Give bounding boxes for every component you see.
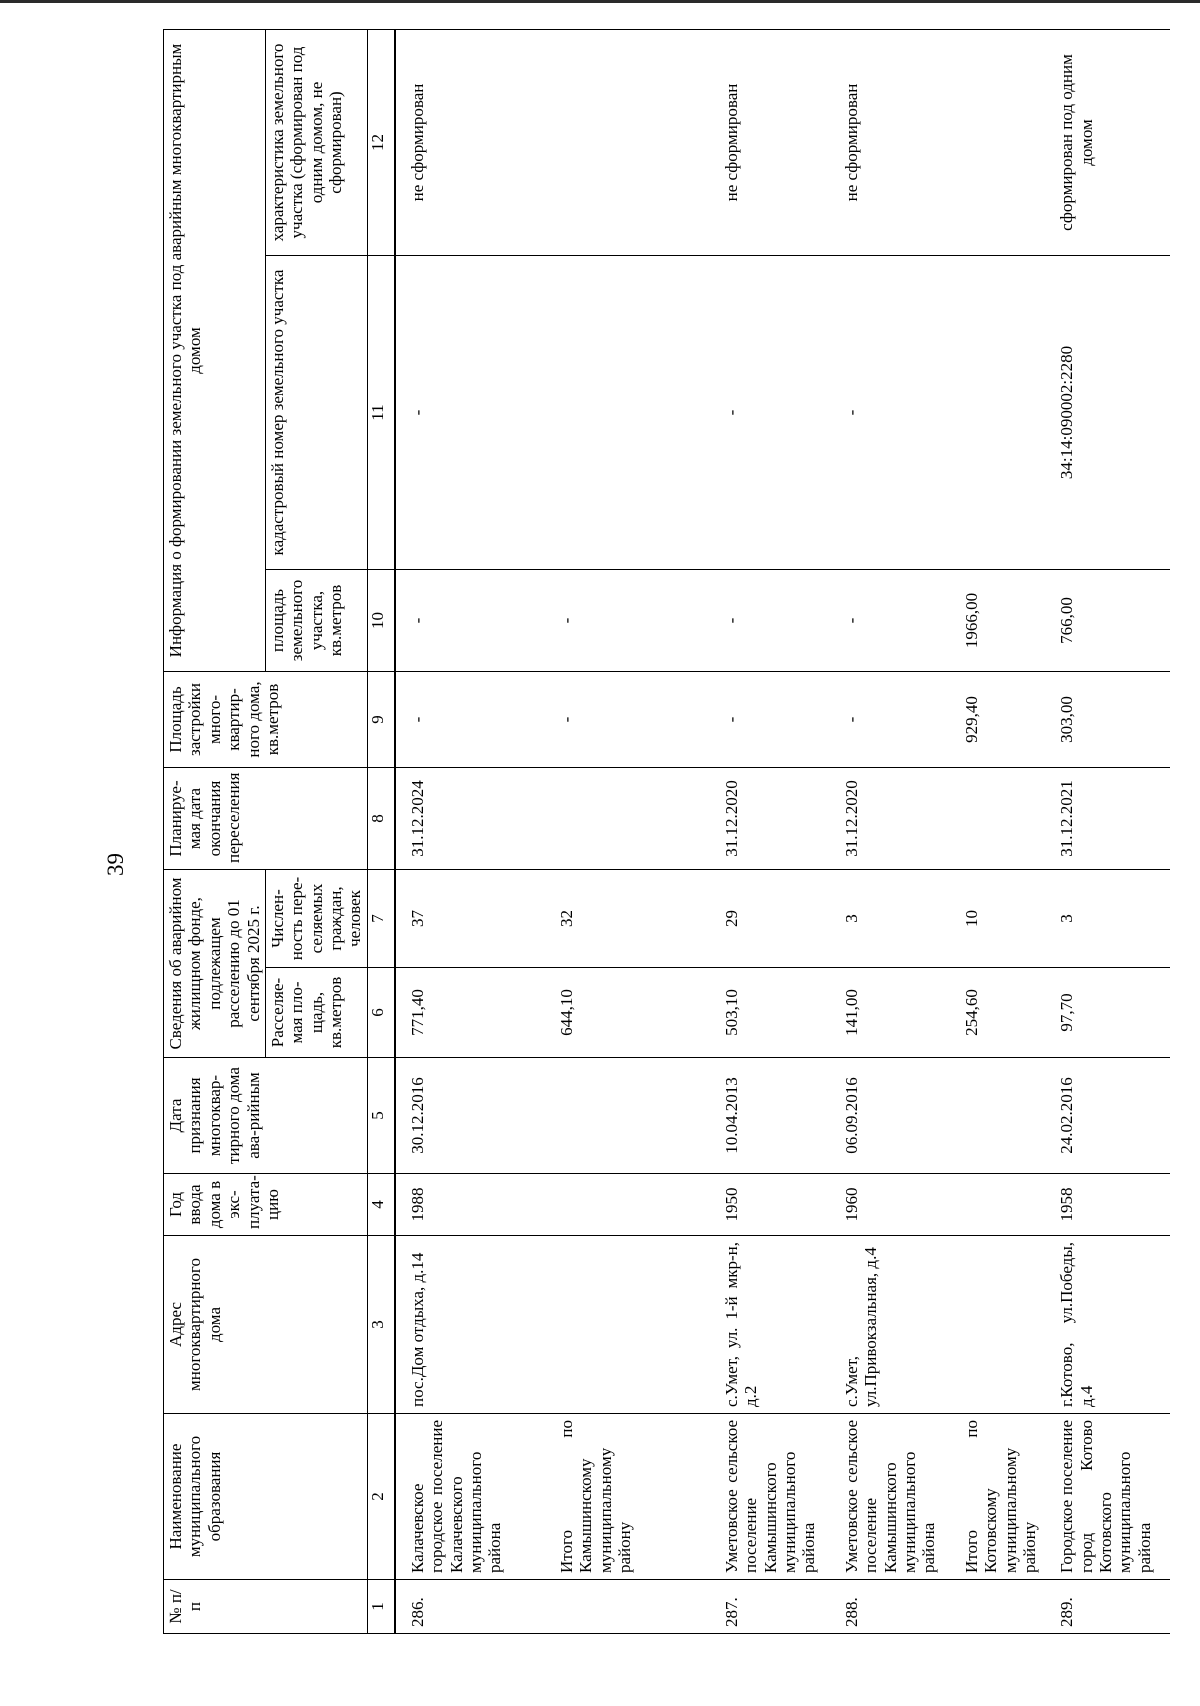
cell-building-area: 929,40: [950, 672, 1046, 768]
cell-land-area: -: [545, 570, 710, 672]
cell-year: [950, 1174, 1046, 1236]
rotated-table-wrapper: [163, 30, 1180, 1634]
cell-recognition-date: [950, 1058, 1046, 1174]
cell-building-area: -: [710, 672, 830, 768]
cell-address: г.Котово, ул.Победы, д.4: [1045, 1236, 1170, 1414]
column-number: 9: [367, 672, 395, 768]
cell-year: 1958: [1045, 1174, 1170, 1236]
cell-no: 288.: [830, 1580, 950, 1634]
cell-recognition-date: 06.09.2016: [830, 1058, 950, 1174]
cell-planned-date: 31.12.2024: [395, 768, 545, 870]
header-cadastral: кадастровый номер земельного участка: [265, 256, 367, 570]
cell-population: 10: [950, 870, 1046, 968]
cell-year: 1988: [395, 1174, 545, 1236]
column-number: 10: [367, 570, 395, 672]
cell-year: [545, 1174, 710, 1236]
header-municipality: Наименование муниципального образования: [164, 1414, 368, 1580]
cell-population: 3: [830, 870, 950, 968]
cell-population: 29: [710, 870, 830, 968]
header-address: Адрес многоквартирного дома: [164, 1236, 368, 1414]
page-number: 39: [103, 853, 128, 876]
header-planned-date: Планируе-мая дата окончания переселения: [164, 768, 368, 870]
cell-land-area: 1966,00: [950, 570, 1046, 672]
column-number-row: [367, 30, 395, 1634]
cell-land-char: [545, 30, 710, 256]
cell-address: с.Умет, ул. 1-й мкр-н, д.2: [710, 1236, 830, 1414]
cell-municipality: Уметовское сельское поселение Камышинского муниципального района: [710, 1414, 830, 1580]
emergency-housing-table: [163, 29, 1170, 1634]
cell-land-char: сформирован под одним домом: [1045, 30, 1170, 256]
cell-land-area: -: [830, 570, 950, 672]
header-row-top: [164, 30, 266, 1634]
cell-population: 32: [545, 870, 710, 968]
table-row: [710, 30, 830, 1634]
cell-no: [950, 1580, 1046, 1634]
cell-address: [545, 1236, 710, 1414]
cell-building-area: 303,00: [1045, 672, 1170, 768]
cell-population: 3: [1045, 870, 1170, 968]
cell-cadastral: [950, 256, 1046, 570]
table-row: [950, 30, 1046, 1634]
column-number: 11: [367, 256, 395, 570]
header-recognition-date: Дата признания многоквар-тирного дома ава-рийным: [164, 1058, 368, 1174]
cell-building-area: -: [545, 672, 710, 768]
cell-year: 1960: [830, 1174, 950, 1236]
cell-land-char: не сформирован: [830, 30, 950, 256]
header-land-area: площадь земельного участка, кв.метров: [265, 570, 367, 672]
cell-planned-date: 31.12.2020: [830, 768, 950, 870]
column-number: 2: [367, 1414, 395, 1580]
cell-cadastral: [545, 256, 710, 570]
header-land-info: Информация о формировании земельного участка под аварийным многоквартирным домом: [164, 30, 266, 672]
cell-municipality: Итого по Камышинскому муниципальному району: [545, 1414, 710, 1580]
cell-cadastral: -: [830, 256, 950, 570]
cell-municipality: Итого по Котовскому муниципальному району: [950, 1414, 1046, 1580]
cell-building-area: -: [830, 672, 950, 768]
cell-no: 287.: [710, 1580, 830, 1634]
cell-recognition-date: 30.12.2016: [395, 1058, 545, 1174]
scan-edge: [0, 0, 1200, 3]
cell-building-area: -: [395, 672, 545, 768]
column-number: 8: [367, 768, 395, 870]
header-land-char: характеристика земельного участка (сформирован под одним домом, не сформирован): [265, 30, 367, 256]
cell-planned-date: [545, 768, 710, 870]
cell-recognition-date: 24.02.2016: [1045, 1058, 1170, 1174]
cell-resettle-area: 771,40: [395, 968, 545, 1058]
column-number: 3: [367, 1236, 395, 1414]
cell-planned-date: 31.12.2021: [1045, 768, 1170, 870]
cell-land-area: 766,00: [1045, 570, 1170, 672]
column-number: 12: [367, 30, 395, 256]
cell-land-area: -: [710, 570, 830, 672]
cell-land-area: -: [395, 570, 545, 672]
header-year: Год ввода дома в экс-плуата-цию: [164, 1174, 368, 1236]
header-emergency-info: Сведения об аварийном жилищном фонде, подлежащем расселению до 01 сентября 2025 г.: [164, 870, 266, 1058]
table-row: [1045, 30, 1170, 1634]
table-row: [395, 30, 545, 1634]
header-population: Числен-ность пере-селяемых граждан, человек: [265, 870, 367, 968]
cell-no: 286.: [395, 1580, 545, 1634]
column-number: 6: [367, 968, 395, 1058]
column-number: 4: [367, 1174, 395, 1236]
cell-population: 37: [395, 870, 545, 968]
cell-municipality: Уметовское сельское поселение Камышинского муниципального района: [830, 1414, 950, 1580]
cell-address: [950, 1236, 1046, 1414]
table-header: [164, 30, 368, 1634]
cell-cadastral: -: [710, 256, 830, 570]
cell-address: пос.Дом отдыха, д.14: [395, 1236, 545, 1414]
cell-recognition-date: 10.04.2013: [710, 1058, 830, 1174]
cell-cadastral: -: [395, 256, 545, 570]
header-no: № п/п: [164, 1580, 368, 1634]
cell-land-char: [950, 30, 1046, 256]
cell-land-char: не сформирован: [395, 30, 545, 256]
cell-resettle-area: 503,10: [710, 968, 830, 1058]
cell-municipality: Городское поселение город Котово Котовского муниципального района: [1045, 1414, 1170, 1580]
header-building-area: Площадь застройки много-квартир-ного дома, кв.метров: [164, 672, 368, 768]
column-number: 5: [367, 1058, 395, 1174]
column-number: 1: [367, 1580, 395, 1634]
column-number: 7: [367, 870, 395, 968]
cell-municipality: Калачевское городское поселение Калачевского муниципального района: [395, 1414, 545, 1580]
table-body: [367, 30, 1170, 1634]
cell-resettle-area: 254,60: [950, 968, 1046, 1058]
header-resettle-area: Расселяе-мая пло-щадь, кв.метров: [265, 968, 367, 1058]
cell-cadastral: 34:14:090002:2280: [1045, 256, 1170, 570]
table-row: [830, 30, 950, 1634]
cell-year: 1950: [710, 1174, 830, 1236]
cell-address: с.Умет, ул.Привокзальная, д.4: [830, 1236, 950, 1414]
cell-no: [545, 1580, 710, 1634]
cell-planned-date: 31.12.2020: [710, 768, 830, 870]
cell-no: 289.: [1045, 1580, 1170, 1634]
cell-resettle-area: 97,70: [1045, 968, 1170, 1058]
cell-recognition-date: [545, 1058, 710, 1174]
cell-planned-date: [950, 768, 1046, 870]
cell-resettle-area: 644,10: [545, 968, 710, 1058]
cell-land-char: не сформирован: [710, 30, 830, 256]
cell-resettle-area: 141,00: [830, 968, 950, 1058]
table-row: [545, 30, 710, 1634]
